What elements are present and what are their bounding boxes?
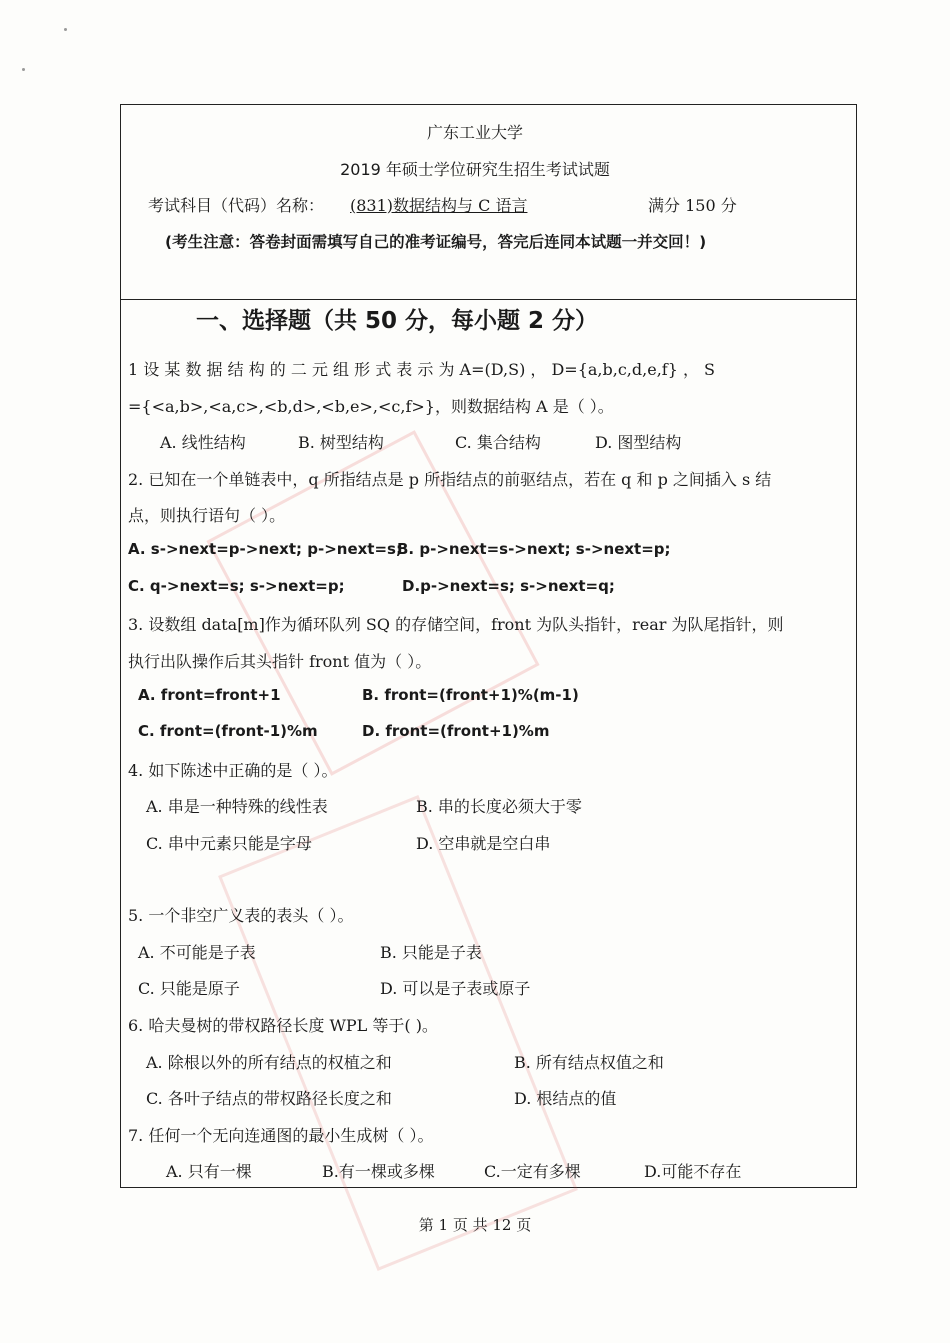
q3-option-b: B. front=(front+1)%(m-1) (362, 686, 579, 704)
q7-option-d: D.可能不存在 (644, 1162, 742, 1181)
q5-option-c: C. 只能是原子 (138, 979, 240, 998)
scan-speck (64, 28, 67, 31)
q1-option-d: D. 图型结构 (595, 433, 682, 452)
page-number: 第 1 页 共 12 页 (418, 1216, 532, 1234)
q5-option-d: D. 可以是子表或原子 (380, 979, 531, 998)
q7-option-b: B.有一棵或多棵 (322, 1162, 435, 1181)
q7-option-c: C.一定有多棵 (484, 1162, 581, 1181)
q5-line1: 5. 一个非空广义表的表头（ ）。 (128, 906, 354, 925)
subject-label: 考试科目（代码）名称： (148, 196, 325, 215)
q1-line2: ={<a,b>,<a,c>,<b,d>,<b,e>,<c,f>}，则数据结构 A 是（ ）。 (128, 397, 614, 416)
q1-line1: 1 设 某 数 据 结 构 的 二 元 组 形 式 表 示 为 A=(D,S) ， D={a,b,c,d,e,f} ， S (128, 360, 716, 379)
q2-line2: 点，则执行语句（ ）。 (128, 506, 286, 525)
q2-option-c: C. q->next=s; s->next=p; (128, 577, 345, 595)
q2-option-d: D.p->next=s; s->next=q; (402, 577, 615, 595)
q2-line1: 2. 已知在一个单链表中，q 所指结点是 p 所指结点的前驱结点，若在 q 和 p 之间插入 s 结 (128, 470, 772, 489)
q5-option-a: A. 不可能是子表 (138, 943, 256, 962)
q4-option-b: B. 串的长度必须大于零 (416, 797, 582, 816)
q3-line1: 3. 设数组 data[m]作为循环队列 SQ 的存储空间，front 为队头指针，rear 为队尾指针，则 (128, 615, 784, 634)
q4-option-a: A. 串是一种特殊的线性表 (146, 797, 328, 816)
q6-line1: 6. 哈夫曼树的带权路径长度 WPL 等于( )。 (128, 1016, 438, 1035)
q6-option-b: B. 所有结点权值之和 (514, 1053, 664, 1072)
exam-notice: (考生注意：答卷封面需填写自己的准考证编号，答完后连同本试题一并交回！) (165, 233, 707, 251)
q2-option-b: B. p->next=s->next; s->next=p; (397, 540, 671, 558)
q7-line1: 7. 任何一个无向连通图的最小生成树（ ）。 (128, 1126, 434, 1145)
q2-option-a: A. s->next=p->next; p->next=s; (128, 540, 402, 558)
q1-option-b: B. 树型结构 (298, 433, 384, 452)
q1-option-a: A. 线性结构 (160, 433, 246, 452)
q7-option-a: A. 只有一棵 (166, 1162, 252, 1181)
q3-line2: 执行出队操作后其头指针 front 值为（ ）。 (128, 652, 432, 671)
exam-title: 2019 年硕士学位研究生招生考试试题 (340, 160, 610, 179)
q4-line1: 4. 如下陈述中正确的是（ ）。 (128, 761, 338, 780)
section-title: 一、选择题（共 50 分，每小题 2 分） (196, 308, 599, 334)
subject-value: (831)数据结构与 C 语言 (350, 196, 528, 215)
q3-option-c: C. front=(front-1)%m (138, 722, 318, 740)
q6-option-c: C. 各叶子结点的带权路径长度之和 (146, 1089, 392, 1108)
q6-option-d: D. 根结点的值 (514, 1089, 617, 1108)
q4-option-d: D. 空串就是空白串 (416, 834, 551, 853)
q5-option-b: B. 只能是子表 (380, 943, 482, 962)
q4-option-c: C. 串中元素只能是字母 (146, 834, 312, 853)
q3-option-d: D. front=(front+1)%m (362, 722, 550, 740)
q1-option-c: C. 集合结构 (455, 433, 541, 452)
q3-option-a: A. front=front+1 (138, 686, 281, 704)
q6-option-a: A. 除根以外的所有结点的权植之和 (146, 1053, 392, 1072)
scan-speck (22, 68, 25, 71)
header-divider (121, 299, 856, 300)
university-name: 广东工业大学 (426, 123, 523, 142)
full-score: 满分 150 分 (648, 196, 737, 215)
